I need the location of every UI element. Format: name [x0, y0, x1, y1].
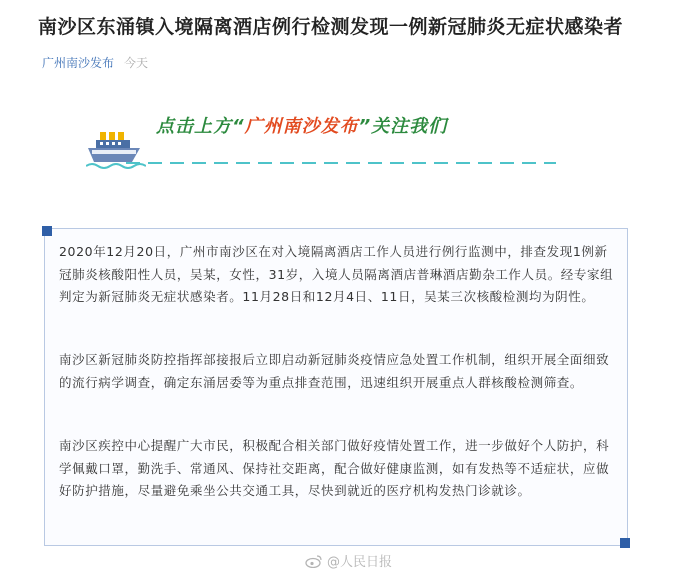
watermark-text: @人民日报: [327, 555, 393, 570]
content-box: [44, 228, 628, 546]
paragraph-report: 2020年12月20日，广州市南沙区在对入境隔离酒店工作人员进行例行监测中，排查发现1例新冠肺炎核酸阳性人员，吴某，女性，31岁，入境人员隔离酒店普琳酒店勤杂工作人员。经专家组判定为新冠肺炎无症状感染者。11月28日和12月4日、11日，吴某三次核酸检测均为阴性。: [59, 244, 614, 304]
banner-prefix: 点击上方“: [156, 116, 245, 137]
banner-brand: 广州南沙发布: [244, 116, 359, 137]
weibo-icon: [305, 554, 323, 568]
account-link[interactable]: 广州南沙发布: [42, 56, 115, 70]
follow-banner: [86, 96, 556, 196]
publish-date: 今天: [124, 56, 149, 70]
article-title: 南沙区东涌镇入境隔离酒店例行检测发现一例新冠肺炎无症状感染者: [38, 16, 624, 38]
paragraph-response: 南沙区新冠肺炎防控指挥部接报后立即启动新冠肺炎疫情应急处置工作机制，组织开展全面细致的流行病学调查，确定东涌居委等为重点排查范围，迅速组织开展重点人群核酸检测筛查。: [59, 352, 610, 390]
paragraph-reminder: 南沙区疾控中心提醒广大市民，积极配合相关部门做好疫情处置工作，进一步做好个人防护，科学佩戴口罩，勤洗手、常通风、保持社交距离，配合做好健康监测，如有发热等不适症状，应做好防护措施，尽量避免乘坐公共交通工具，尽快到就近的医疗机构发热门诊就诊。: [59, 438, 610, 498]
banner-suffix: ”关注我们: [358, 116, 448, 137]
banner-text: [156, 112, 447, 138]
wave-divider: [126, 158, 556, 168]
article-meta: [42, 54, 148, 71]
watermark: [305, 551, 392, 570]
